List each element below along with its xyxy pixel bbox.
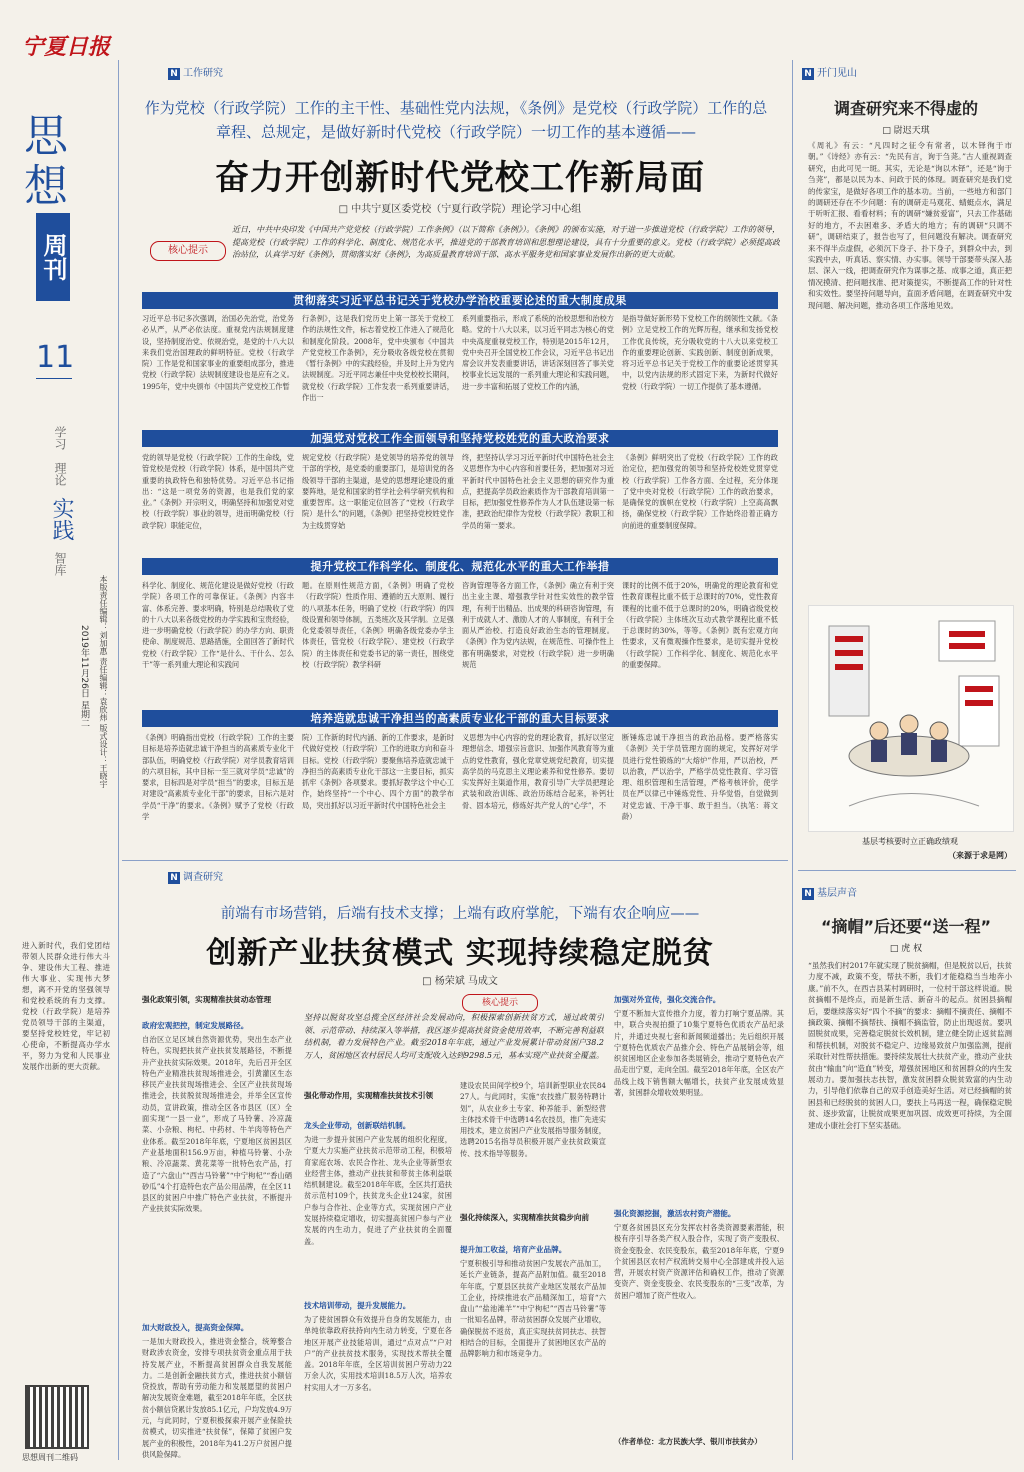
n-mark-icon: N [168, 872, 180, 884]
article2-headline: 创新产业扶贫模式 实现持续稳定脱贫 [206, 936, 714, 971]
article1-section4-col2: 院）工作新的时代内涵、新的工作要求，是新时代做好党校（行政学院）工作的进取方向和奋斗目标。党校（行政学院）要聚焦培养造就忠诚干净担当的高素质专业化干部这一主要目标，抓实抓牢《条例》各项要求。要抓好教学这个中心工作，始终坚持“一个中心、四个方面”的教学布局，突出抓好以习近平新时代中国特色社会主 [302, 733, 454, 810]
rail-tag-study: 学习 [53, 426, 67, 450]
article2-col2-text: 为进一步提升贫困户产业发展的组织化程度，宁夏大力实施产业扶贫示范带动工程，积极培育家庭农场、农民合作社、龙头企业等新型农业经营主体，推动产业扶贫和带贫主体利益联结机制建设。截至2018年年底，全区共打造扶贫示范村109个，扶贫龙头企业124家，贫困户参与合作社、企业等方式，实现贫困户产业发展持续稳定增收，切实提高贫困户参与产业发展的内生动力，促进了产业扶贫的全面覆盖。 [304, 1135, 452, 1246]
cartoon-image [808, 605, 1014, 832]
qr-code [25, 1385, 89, 1449]
article1-byline: □ 中共宁夏区委党校（宁夏行政学院）理论学习中心组 [338, 204, 582, 215]
cartoon-illustration [809, 606, 1013, 831]
article2-col4-text: 宁夏不断加大宣传推介力度，着力打响宁夏品牌。其中，联合央视拍摄了10集宁夏特色优质农产品纪录片，并通过央视七套和新闻频道播出；先后组织开展宁夏特色优质农产品推介会、特色产品展销会等，组织贫困地区企业参加各类展销会，推动宁夏特色农产品走出宁夏，走向全国。截至2018年年底，全区农产品线上线下销售额大幅增长，扶贫产业发展成效显著，贫困群众增收效果明显。 [614, 1009, 784, 1098]
article1-section1-title: 贯彻落实习近平总书记关于党校办学治校重要论述的重大制度成果 [142, 292, 778, 309]
date-line: 2019年11月26日 星期二 [79, 625, 89, 728]
article2-col1-sub1: 政府宏观把控，制定发展路径。 [142, 1021, 249, 1030]
right-divider [798, 870, 1016, 871]
article2-col3-sub1: 提升加工收益，培育产业品牌。 [460, 1245, 567, 1254]
masthead-logo: 宁夏日报 [22, 34, 111, 60]
article1-section1-col2: 行条例》，这是我们党历史上第一部关于党校工作的法规性文件，标志着党校工作进入了规范化和制度化阶段。2008年，党中央颁布《中国共产党党校工作条例》，充分吸收各级党校在贯彻《暂行条例》中的实践经验，并及时上升为党内法规制度。习近平同志兼任中央党校校长期间，就党校（行政学院）工作发表一系列重要讲话，作出一 [302, 314, 454, 403]
article2-column-tag: N 调查研究 [168, 868, 223, 884]
rail-column-rule [118, 60, 119, 1460]
article2-col1-text-b: 一是加大财政投入，推进资金整合，统筹整合财政涉农资金，安排专项扶贫资金重点用于扶持发展产业，不断提高贫困群众自我发展能力。二是创新金融扶贫方式，推进扶贫小额信贷投放，帮助有劳动能力和发展愿望的贫困户解决发展资金难题，截至2018年年底，全区扶贫小额信贷累计发放85.1亿元，户均发放4.9万元，与此同时，宁夏积极探索开展产业保险扶贫模式，切实推进“扶贫保”，保障了贫困户发展产业的积极性，2018年为41.2万户贫困户提供风险保障。 [142, 1337, 292, 1459]
right-top-body: 《周礼》有云：“凡四时之征令有常者，以木铎徇于市朝。”《诗经》亦有云：“先民有言，询于刍荛。”古人重视调查研究，由此可见一斑。其实，无论是“询以木铎”，还是“询于刍荛”，都是以民为本、问政于民的体现。调查研究是我们党的传家宝，是做好各项工作的基本功。当前，一些地方和部门的调研还存在不少问题：有的调研走马观花、蜻蜓点水，满足于听听汇报、看看材料；有的调研“嫌贫爱富”，只去工作基础好的地方，不去困难多、矛盾大的地方；有的调研“只调不研”，调研结束了，报告也写了，但问题没有解决。调查研究来不得半点虚假，必须沉下身子、扑下身子，到群众中去，到实践中去，听真话、察实情、办实事。领导干部要带头深入基层、深入一线，把调查研究作为谋事之基、成事之道，真正把情况摸清、把问题找准、把对策提实，不断提高工作的针对性和实效性。要坚持问题导向，直面矛盾问题，在调查研究中发现问题、解决问题，推动各项工作落地见效。 [808, 141, 1012, 310]
rail-tag-practice: 实践 [49, 497, 74, 541]
article2-col2-sub2: 技术培训带动，提升发展能力。 [304, 1301, 411, 1310]
article2-deck: 前端有市场营销，后端有技术支撑；上端有政府掌舵，下端有农企响应—— [220, 906, 700, 922]
article1-section3-title: 提升党校工作科学化、制度化、规范化水平的重大工作举措 [142, 558, 778, 575]
rail-divider [36, 378, 72, 379]
article2-col4-sub2: 强化资源挖掘，激活农村资产潜能。 [614, 1209, 736, 1218]
n-mark-icon: N [802, 888, 814, 900]
article2-credit: （作者单位：北方民族大学、银川市扶贫办） [614, 1437, 762, 1446]
qr-caption: 思想周刊二维码 [22, 1453, 78, 1462]
article1-section3-col1: 科学化、制度化、规范化建设是做好党校（行政学院）各项工作的可靠保证。《条例》内容丰富、体系完善、要求明确，特别是总结吸收了党的十八大以来各级党校的办学实践和宝贵经验，进一步明确党校（行政学院）的办学方向、职责使命、制度规范、思路措施，全面回答了新时代党校（行政学院）工作“是什么、干什么、怎么干”等一系列重大理论和实践问 [142, 581, 294, 670]
n-mark-icon: N [802, 68, 814, 80]
article1-section2-col4: 《条例》鲜明突出了党校（行政学院）工作的政治定位，把加强党的领导和坚持党校姓党贯穿党校（行政学院）工作各方面、全过程，充分体现了党中央对党校（行政学院）工作的政治要求，是确保党的旗帜在党校（行政学院）上空高高飘扬，确保党校（行政学院）工作始终沿着正确方向前进的重要制度保障。 [622, 453, 778, 530]
article1-section4-col4: 断锤炼忠诚干净担当的政治品格。要严格落实《条例》关于学员管理方面的规定，发挥好对学员进行党性锻炼的“大熔炉”作用，严以治校，严以治教，严以治学，严格学员党性教育、学习管理、组织管理和生活管理，严格考核评价，使学员在严以律己中锤炼党性、升华觉悟，自觉做到对党忠诚、干净干事、敢于担当。（执笔：蒋文龄） [622, 733, 778, 822]
article1-section4-title: 培养造就忠诚干净担当的高素质专业化干部的重大目标要求 [142, 710, 778, 727]
article2-summary: 坚持以脱贫攻坚总揽全区经济社会发展动向，积极探索创新扶贫方式，通过政策引领、示范带动、持续深入等举措，我区逐步提高扶贫资金使用效率，不断完善利益联结机制，着力发展特色产业。截至2018年年底，通过产业发展累计带动贫困户38.2万人，贫困地区农村居民人均可支配收入达到9298.5元，基本实现产业扶贫全覆盖。 [304, 1013, 604, 1060]
cartoon-caption: 基层考核要时立正确政绩观 [862, 837, 958, 846]
right-bottom-byline: □ 虎 权 [889, 944, 923, 954]
article1-section3-col4: 课时的比例不低于20%，明确党的理论教育和党性教育课程比重不低于总课时的70%，党性教育课程的比重不低于总课时的20%，明确省级党校（行政学院）主体班次互动式教学课程比重不低于总课时的30%，等等。《条例》既有宏观方向性要求，又有微观操作性要求，是切实提升党校（行政学院）工作科学化、制度化、规范化水平的重要保障。 [622, 581, 778, 670]
article2-col1-heading: 强化政策引领，实现精准扶贫动态管理 [142, 995, 272, 1004]
right-bottom-body: “虽然我们村2017年就实现了脱贫摘帽，但是脱贫以后，扶贫力度不减，政策不变，帮扶不断，我们才能稳稳当当地奔小康。”前不久，在西吉县某村调研时，一位村干部这样说道。脱贫摘帽不是终点，而是新生活、新奋斗的起点。贫困县摘帽后，要继续落实好“四个不摘”的要求：摘帽不摘责任、摘帽不摘政策、摘帽不摘帮扶、摘帽不摘监管，防止出现返贫。要巩固脱贫成果，完善稳定脱贫长效机制，建立健全防止返贫监测和帮扶机制，对脱贫不稳定户、边缘易致贫户加强监测，提前采取针对性帮扶措施。要持续发展壮大扶贫产业，推动产业扶贫由“输血”向“造血”转变，增强贫困地区和贫困群众的内生发展动力。要加强扶志扶智，激发贫困群众脱贫致富的内生动力，引导他们依靠自己的双手创造美好生活。对已经摘帽的贫困县和已经脱贫的贫困人口，要扶上马再送一程，确保稳定脱贫、逐步致富，让脱贫成果更加巩固、成效更可持续，为全面建成小康社会打下坚实基础。 [808, 961, 1012, 1130]
article1-column-tag: N 工作研究 [168, 64, 223, 80]
article1-section4-col3: 义思想为中心内容的党的理论教育，抓好以坚定理想信念、增强宗旨意识、加强作风教育等为重点的党性教育，强化党章党规党纪教育，切实提高学员的马克思主义理论素养和党性修养。要切实发挥好主渠道作用，教育引导广大学员把理论武装和政治训练、政治历练结合起来，补钙壮骨、固本培元，修炼好共产党人的“心学”，不 [462, 733, 614, 810]
article1-section2-col1: 党的领导是党校（行政学院）工作的生命线，党管党校是党校（行政学院）体系，是中国共产党重要的执政特色和独特优势。习近平总书记指出：“这是一项党务的资源，也是我们党的家业。”《条例》开宗明义，明确坚持和加强党对党校（行政学院）事业的领导，进而明确党校（行政学院）职能定位， [142, 453, 294, 530]
cartoon-source: （来源于求是网） [948, 851, 1012, 860]
article1-key-label: 核心提示 [150, 241, 226, 261]
article1-section4-col1: 《条例》明确指出党校（行政学院）工作的主要目标是培养造就忠诚干净担当的高素质专业化干部队伍，明确党校（行政学院）对学员教育培训的六项目标，其中目标一至三就对学员“忠诚”的要求，目标四是对学员“担当”的要求，目标五是对建设“高素质专业化干部”的要求，目标六是对学员“干净”的要求。《条例》赋予了党校（行政学 [142, 733, 294, 822]
rail-tag-thinktank: 智库 [53, 552, 67, 576]
article1-deck: 作为党校（行政学院）工作的主干性、基础性党内法规，《条例》是党校（行政学院）工作的总章程、总规定，是做好新时代党校（行政学院）一切工作的基本遵循—— [144, 99, 768, 141]
article2-col1-sub2: 加大财政投入，提高资金保障。 [142, 1323, 249, 1332]
article1-section1-col3: 系列重要指示，形成了系统的治校思想和治校方略。党的十八大以来，以习近平同志为核心的党中央高度重视党校工作，特别是2015年12月，党中央召开全国党校工作会议，习近平总书记出席会议并发表重要讲话，讲话深刻回答了事关党校事业长远发展的一系列重大理论和实践问题，进一步丰富和拓展了党校工作的内涵， [462, 314, 614, 391]
n-mark-icon: N [168, 68, 180, 80]
right-top-column-tag: N 开门见山 [802, 64, 857, 80]
article1-section2-title: 加强党对党校工作全面领导和坚持党校姓党的重大政治要求 [142, 430, 778, 447]
section-big-char-2: 想 [24, 161, 68, 212]
article2-col3-text: 建设农民田间学校9个，培训新型职业农民8427人。与此同时，实施“农技推广服务特聘计划”，从农业乡土专家、种养能手、新型经营主体技术骨干中选聘14名农技员，推广先进实用技术，建立贫困户产业发展指导服务制度，选聘2015名指导员积极开展产业扶贫政策宣传、技术指导等服务。 [460, 1081, 606, 1158]
article-divider [122, 860, 788, 861]
article1-section1-col1: 习近平总书记多次强调，治国必先治党，治党务必从严，从严必依法度。重视党内法规制度建设，坚持制度治党、依规治党，是党的十八大以来我们党治国理政的鲜明特征。党校（行政学院）工作是党和国家事业的重要组成部分，推进党校（行政学院）法规制度建设也是应有之义。1995年，党中央颁布《中国共产党党校工作暂 [142, 314, 294, 391]
right-column-rule [792, 60, 793, 1460]
page-number: 11 [36, 340, 75, 375]
article1-section2-col2: 规定党校（行政学院）是党领导的培养党的领导干部的学校，是党委的重要部门，是培训党的各级领导干部的主渠道，是党的思想理论建设的重要阵地，是党和国家的哲学社会科学研究机构和重要智库。这一职能定位回答了“党校（行政学院）是什么”的问题，《条例》把坚持党校姓党作为主线贯穿始 [302, 453, 454, 530]
article1-section2-col3: 终，把坚持认学习习近平新时代中国特色社会主义思想作为中心内容和首要任务，把加强对习近平新时代中国特色社会主义思想的研究作为重点，把提高学员政治素质作为干部教育培训第一目标，把加强党性修养作为人才队伍建设第一标准，把政治纪律作为党校（行政学院）教职工和学员的第一要求。 [462, 453, 614, 530]
article1-section1-col4: 是指导做好新形势下党校工作的纲领性文献。《条例》立足党校工作的光辉历程，继承和发扬党校工作优良传统，充分吸收党的十八大以来党校工作的重要理论创新、实践创新、制度创新成果，将习近平总书记关于党校工作的重要论述贯穿其中，以党内法规的形式固定下来，为新时代做好党校（行政学院）一切工作提供了基本遵循。 [622, 314, 778, 391]
article2-col2-heading: 强化带动作用，实现精准扶贫技术引领 [304, 1091, 434, 1100]
article2-col3-text-b: 宁夏积极引导和推动贫困户发展农产品加工，延长产业链条，提高产品附加值。截至2018年年底，宁夏县区扶贫产业地区发展农产品加工企业，持续推进农产品精深加工，培育“六盘山”“盐池滩羊”“中宁枸杞”“西吉马铃薯”等一批知名品牌，带动贫困群众发展产业增收，确保脱贫不返贫，真正实现扶贫同扶志、扶智相结合的目标，全面提升了贫困地区农产品的品牌影响力和市场竞争力。 [460, 1259, 606, 1359]
right-bottom-column-tag: N 基层声音 [802, 884, 857, 900]
article1-headline: 奋力开创新时代党校工作新局面 [215, 158, 705, 198]
article1-section3-col2: 题。在原则性规范方面，《条例》明确了党校（行政学院）性质作用、遵循的五大原则、履行的八项基本任务，明确了党校（行政学院）的四级设置和领导体制，五类班次及其学制。立足强化党委领导责任，《条例》明确各级党委办学主体责任，管党校（行政学院）、建党校（行政学院）的主体责任和党委书记的第一责任，围绕党校（行政学院）教学科研 [302, 581, 454, 670]
right-top-headline: 调查研究来不得虚的 [833, 99, 978, 118]
right-bottom-headline: “摘帽”后还要“送一程” [820, 917, 992, 936]
article2-col4-text-b: 宁夏各贫困县区充分发挥农村各类资源要素潜能，积极有序引导各类产权入股合作，实现了资产变股权、资金变股金、农民变股东，截至2018年年底，宁夏9个贫困县区农村产权流转交易中心全部建成并投入运营，开展农村资产资源评估和确权工作，推动了资源变资产、资金变股金、农民变股东的“三变”改革，为贫困户增加了资产性收入。 [614, 1223, 784, 1300]
article2-col2-sub1: 龙头企业带动，创新联结机制。 [304, 1121, 411, 1130]
editor-line: 本版责任编辑：刘加惠 责任编辑：袁欣炜 版式设计：王晓宇 [99, 575, 108, 789]
article2-col1-text: 自治区立足区域自然资源优势，突出生态产业特色，实现把扶贫产业扶贫发展路径，不断提升产业扶贫实际效果。2018年，先后召开全区特色产业精准扶贫现场推进会，引黄灌区生态移民产业扶贫现场推进会、全区产业扶贫现场推进会，扶贫脱贫现场推进会，并举全区宣传动员，宣讲政策，推动全区各市县区（区）全面实现“一县一业”，形成了马铃薯、冷凉蔬菜、小杂粮、枸杞、中药材、牛羊肉等特色产业体系。截至2018年年底，宁夏地区贫困县区产业基地面积156.9万亩，种植马铃薯、小杂粮、冷凉蔬菜、黄花菜等一批特色农产品，打造了“六盘山”“西吉马铃薯”“中宁枸杞”“香山硒砂瓜”4个打造特色农产品公用品牌，在全区11县区的贫困户中推广特色产业扶贫，不断提升产业扶贫实际效果。 [142, 1035, 292, 1214]
article2-key-label: 核心提示 [462, 994, 538, 1012]
article1-section3-col3: 咨询管理等各方面工作，《条例》确立有利于突出主业主课、增强教学针对性实效性的教学管理，有利于出精品、出成果的科研咨询管理，有利于成就人才、激励人才的人事制度，有利于全面从严治校、打造良好政治生态的管理制度。《条例》作为党内法规，在规范性、可操作性上都有明确要求，对党校（行政学院）进一步明确规范 [462, 581, 614, 670]
right-top-byline: □ 尉迟天琪 [882, 126, 930, 136]
rail-tag-theory: 理论 [53, 462, 67, 486]
article2-col4-sub1: 加强对外宣传，强化交流合作。 [614, 995, 721, 1004]
article1-summary: 近日，中共中央印发《中国共产党党校（行政学院）工作条例》（以下简称《条例》）。《条例》的颁布实施，对于进一步推进党校（行政学院）工作的领导，提高党校（行政学院）工作的科学化、制度化、规范化水平，推进党的干部教育培训和思想理论建设，具有十分重要的意义。党校（行政学院）必须提高政治站位，认真学习好《条例》，贯彻落实好《条例》，为高质量教育培训干部、高水平服务党和国家事业发展作出新的更大贡献。 [232, 225, 780, 259]
section-big-char-1: 思 [24, 111, 68, 162]
article2-col2-text-b: 为了使贫困群众有效提升自身的发展能力，由单纯依靠政府扶持向内生动力转变，宁夏在各地区开展产业技能培训，通过“点对点”“户对户”的产业扶贫技术服务，实现技术帮扶全覆盖。2018年年底，全区培训贫困户劳动力22万余人次，实用技术培训18.5万人次，培养农村实用人才一万多名。 [304, 1315, 452, 1392]
article2-col3-heading: 强化持续深入，实现精准扶贫稳步向前 [460, 1213, 590, 1222]
section-weekly-box: 周刊 [36, 213, 70, 301]
left-intro-text: 进入新时代，我们党团结带领人民群众进行伟大斗争、建设伟大工程、推进伟大事业、实现伟大梦想，离不开党的坚强领导和党校系统的有力支撑。党校（行政学院）是培养党员领导干部的主渠道，要坚持党校姓党，牢记初心使命，不断提高办学水平，努力为党和人民事业发展作出新的更大贡献。 [22, 941, 110, 1071]
article2-byline: □ 杨荣斌 马成文 [422, 976, 498, 987]
